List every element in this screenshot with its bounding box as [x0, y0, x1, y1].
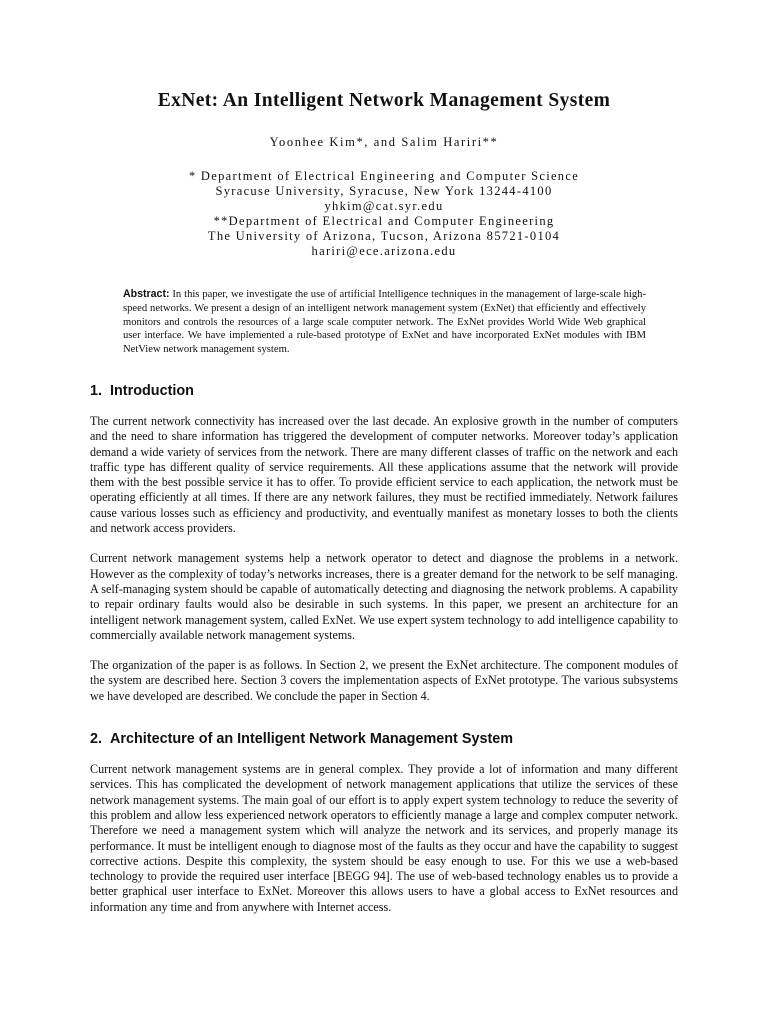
section-heading-introduction — [90, 382, 678, 400]
body-paragraph: Current network management systems are in general complex. They provide a lot of information and many different services. This has complicated the development of network management applications that utilize the services of these network management systems. The main goal of our effort is to apply expert system technology to reduce the severity of this problem and allow less experienced network operators to efficiently manage a large and complex computer network. Therefore we need a management system which will analyze the network and its services, and properly manage its performance. It must be intelligent enough to diagnose most of the faults as they occur and have the capability to suggest corrective actions. Despite this complexity, the system should be easy enough to use. For this we use a web-based technology to provide the required user interface [BEGG 94]. The use of web-based technology enables us to provide a better graphical user interface to ExNet. Moreover this allows users to have a global access to ExNet resources and information any time and from anywhere with Internet access. — [90, 762, 678, 914]
section-number: 1. — [90, 382, 103, 399]
author-line: Yoonhee Kim*, and Salim Hariri** — [269, 135, 499, 149]
author-email-1: yhkim@cat.syr.edu — [324, 199, 444, 213]
section-title: Architecture of an Intelligent Network Management System — [110, 731, 514, 748]
affiliation-line-1: * Department of Electrical Engineering and Computer Science — [188, 169, 580, 183]
affiliation-line-2: Syracuse University, Syracuse, New York 13244-4100 — [215, 184, 553, 198]
paper-title: ExNet: An Intelligent Network Management System — [157, 90, 611, 111]
body-paragraph: The organization of the paper is as follows. In Section 2, we present the ExNet architecture. The component modules of the system are described here. Section 3 covers the implementation aspects of ExNet prototype. The various subsystems we have developed are described. We conclude the paper in Section 4. — [90, 658, 678, 703]
abstract-label: Abstract: — [123, 288, 170, 300]
affiliation-line-3: **Department of Electrical and Computer Engineering — [213, 214, 555, 228]
affiliations — [90, 169, 678, 259]
abstract-text: In this paper, we investigate the use of artificial Intelligence techniques in the management of large-scale high-speed networks. We present a design of an intelligent network management system (ExNet) that efficiently and effectively monitors and controls the resources of a large scale computer network. The ExNet provides World Wide Web graphical user interface. We have implemented a rule-based prototype of ExNet and have incorporated ExNet modules with IBM NetView network management system. — [123, 289, 646, 356]
body-paragraph: Current network management systems help a network operator to detect and diagnose the problems in a network. However as the complexity of today’s networks increases, there is a greater demand for the network to be self managing. A self-managing system should be capable of automatically detecting and diagnosing the network problems. A capability to repair ordinary faults would also be desirable in such systems. In this paper, we present an architecture for an intelligent network management system, called ExNet. We use expert system technology to add intelligence capability to commercially available network management systems. — [90, 551, 678, 642]
body-paragraph: The current network connectivity has increased over the last decade. An explosive growth in the number of computers and the need to share information has triggered the development of computer networks. Moreover today’s application demand a wide variety of services from the network. There are many different classes of traffic on the network and each traffic type has different quality of service requirements. All these applications assume that the network will provide them with the best possible service it has to offer. To provide efficient service to each application, the network must be operating efficiently at all times. If there are any network failures, they must be rectified immediately. Network failures cause various losses such as efficiency and productivity, and eventually manifest as monetary losses to both the clients and network access providers. — [90, 413, 678, 536]
section-title: Introduction — [110, 382, 194, 399]
section-number: 2. — [90, 731, 103, 748]
author-email-2: hariri@ece.arizona.edu — [311, 244, 457, 258]
abstract — [123, 288, 646, 357]
affiliation-line-4: The University of Arizona, Tucson, Arizona 85721-0104 — [207, 229, 561, 243]
section-heading-architecture — [90, 730, 678, 748]
